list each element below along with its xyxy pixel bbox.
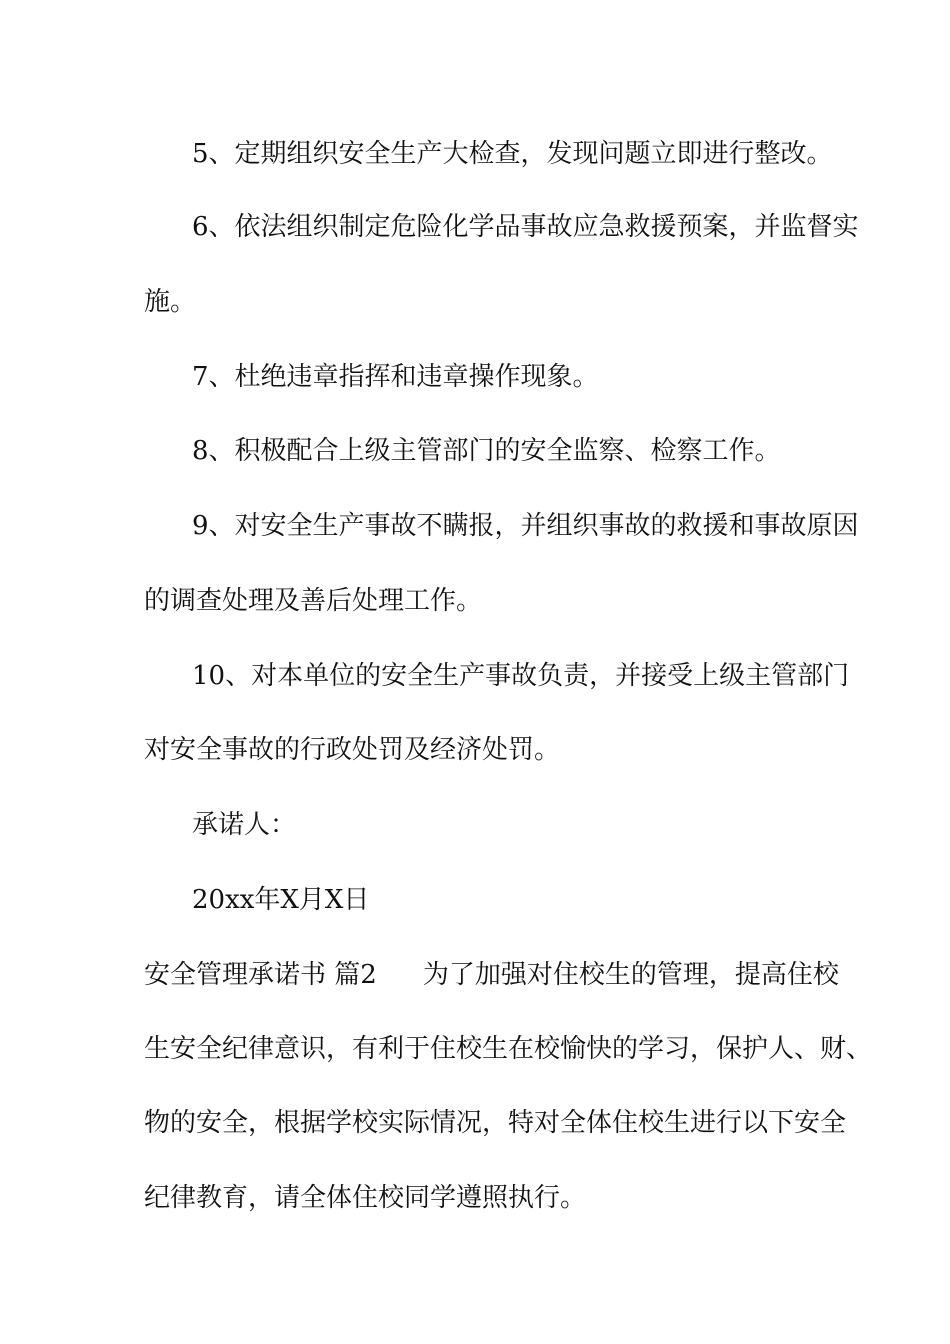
signature-label: 承诺人： bbox=[192, 810, 297, 840]
signature-date: 20xx年X月X日 bbox=[192, 885, 370, 915]
section-2-line-4: 纪律教育，请全体住校同学遵照执行。 bbox=[144, 1183, 587, 1213]
section-2-line-1: 为了加强对住校生的管理，提高住校 bbox=[422, 960, 839, 990]
item-8-line-1: 8、积极配合上级主管部门的安全监察、检察工作。 bbox=[192, 436, 781, 466]
item-9-line-1: 9、对安全生产事故不瞒报，并组织事故的救援和事故原因 bbox=[192, 511, 859, 541]
section-2-first-row bbox=[144, 962, 839, 988]
item-10-line-2: 对安全事故的行政处罚及经济处罚。 bbox=[144, 735, 561, 765]
section-2-line-3: 物的安全，根据学校实际情况，特对全体住校生进行以下安全 bbox=[144, 1108, 847, 1138]
item-7-line-1: 7、杜绝违章指挥和违章操作现象。 bbox=[192, 362, 599, 392]
item-6-line-1: 6、依法组织制定危险化学品事故应急救援预案，并监督实 bbox=[192, 212, 859, 242]
section-2-title: 安全管理承诺书 篇2 bbox=[144, 960, 377, 990]
item-9-line-2: 的调查处理及善后处理工作。 bbox=[144, 586, 483, 616]
item-5-line-1: 5、定期组织安全生产大检查，发现问题立即进行整改。 bbox=[192, 139, 833, 169]
section-2-line-2: 生安全纪律意识，有利于住校生在校愉快的学习，保护人、财、 bbox=[144, 1034, 873, 1064]
item-10-line-1: 10、对本单位的安全生产事故负责，并接受上级主管部门 bbox=[192, 661, 850, 691]
item-6-line-2: 施。 bbox=[144, 287, 197, 317]
